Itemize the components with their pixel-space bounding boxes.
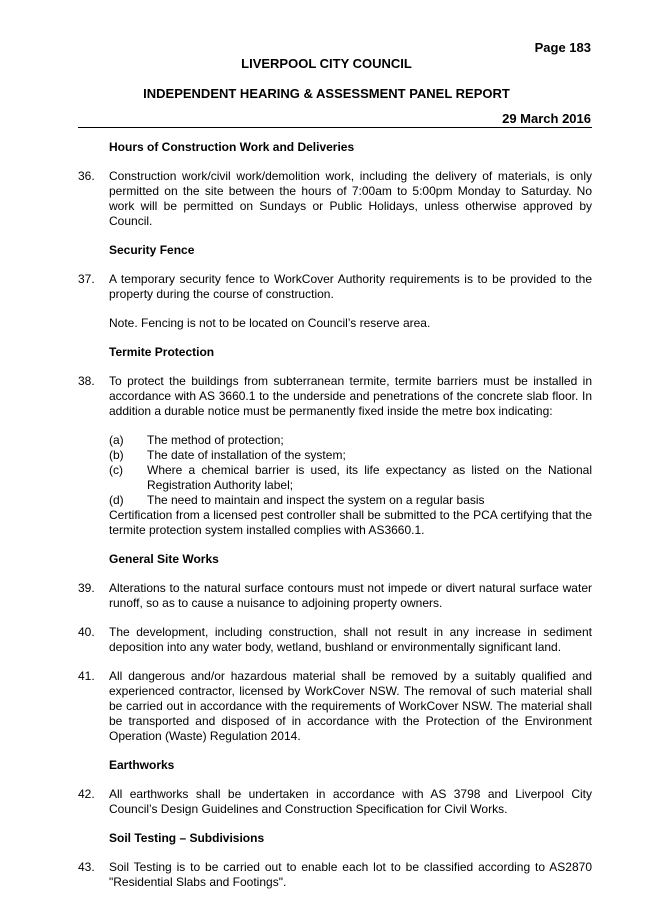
clause-number: 36. [78, 169, 95, 183]
section-heading-earthworks: Earthworks [109, 758, 175, 772]
clause-39 [78, 581, 592, 611]
clause-number: 41. [78, 669, 95, 683]
section-heading-soil-testing: Soil Testing – Subdivisions [109, 831, 265, 845]
list-item-text: The date of installation of the system; [147, 448, 346, 462]
termite-certification: Certification from a licensed pest controller shall be submitted to the PCA certifying that the termite protection system installed complies with AS3660.1. [109, 508, 592, 537]
report-title: INDEPENDENT HEARING & ASSESSMENT PANEL REPORT [143, 86, 510, 101]
clause-text: Construction work/civil work/demolition work, including the delivery of materials, is only permitted on the site between the hours of 7:00am to 5:00pm Monday to Saturday. No work will be permitted on Sundays or Public Holidays, unless otherwise approved by Council. [109, 169, 592, 228]
page-number: Page 183 [534, 40, 591, 55]
list-item-b [109, 448, 592, 463]
report-date: 29 March 2016 [502, 111, 591, 126]
list-item-c [109, 463, 592, 493]
list-item-text: The method of protection; [147, 433, 284, 447]
clause-text: Alterations to the natural surface contours must not impede or divert natural surface water runoff, so as to cause a nuisance to adjoining property owners. [109, 581, 592, 610]
section-heading-termite: Termite Protection [109, 345, 215, 359]
list-item-d [109, 493, 592, 508]
clause-number: 42. [78, 787, 95, 801]
clause-number: 37. [78, 272, 95, 286]
clause-36 [78, 169, 592, 229]
clause-text: A temporary security fence to WorkCover Authority requirements is to be provided to the property during the course of construction. [109, 272, 592, 301]
clause-38 [78, 374, 592, 419]
clause-text: To protect the buildings from subterranean termite, termite barriers must be installed in accordance with AS 3660.1 to the underside and penetrations of the concrete slab floor. In addition a durable notice must be permanently fixed inside the metre box indicating: [109, 374, 592, 418]
clause-number: 43. [78, 860, 95, 874]
section-heading-general-site-works: General Site Works [109, 552, 219, 566]
clause-41 [78, 669, 592, 744]
clause-text: Soil Testing is to be carried out to enable each lot to be classified according to AS2870 "Residential Slabs and Footings". [109, 860, 592, 889]
list-item-text: Where a chemical barrier is used, its life expectancy as listed on the National Registration Authority label; [147, 463, 592, 492]
list-item-label: (d) [109, 493, 124, 507]
header-divider [78, 127, 592, 128]
list-item-label: (a) [109, 433, 124, 447]
list-item-label: (c) [109, 463, 123, 477]
clause-37 [78, 272, 592, 302]
fence-note: Note. Fencing is not to be located on Council’s reserve area. [109, 316, 431, 330]
section-heading-hours: Hours of Construction Work and Deliveries [109, 140, 355, 154]
clause-text: All dangerous and/or hazardous material shall be removed by a suitably qualified and experienced contractor, licensed by WorkCover NSW. The removal of such material shall be carried out in accordance with the requirements of WorkCover NSW. The material shall be transported and disposed of in accordance with the Protection of the Environment Operation (Waste) Regulation 2014. [109, 669, 592, 743]
clause-text: All earthworks shall be undertaken in accordance with AS 3798 and Liverpool City Council’s Design Guidelines and Construction Specification for Civil Works. [109, 787, 592, 816]
clause-42 [78, 787, 592, 817]
clause-number: 40. [78, 625, 95, 639]
clause-number: 38. [78, 374, 95, 388]
list-item-a [109, 433, 592, 448]
council-name: LIVERPOOL CITY COUNCIL [241, 56, 412, 71]
list-item-text: The need to maintain and inspect the system on a regular basis [147, 493, 485, 507]
clause-43 [78, 860, 592, 890]
document-body [78, 140, 592, 904]
clause-text: The development, including construction, shall not result in any increase in sediment deposition into any water body, wetland, bushland or environmentally significant land. [109, 625, 592, 654]
clause-40 [78, 625, 592, 655]
section-heading-security-fence: Security Fence [109, 243, 195, 257]
list-item-label: (b) [109, 448, 124, 462]
clause-number: 39. [78, 581, 95, 595]
